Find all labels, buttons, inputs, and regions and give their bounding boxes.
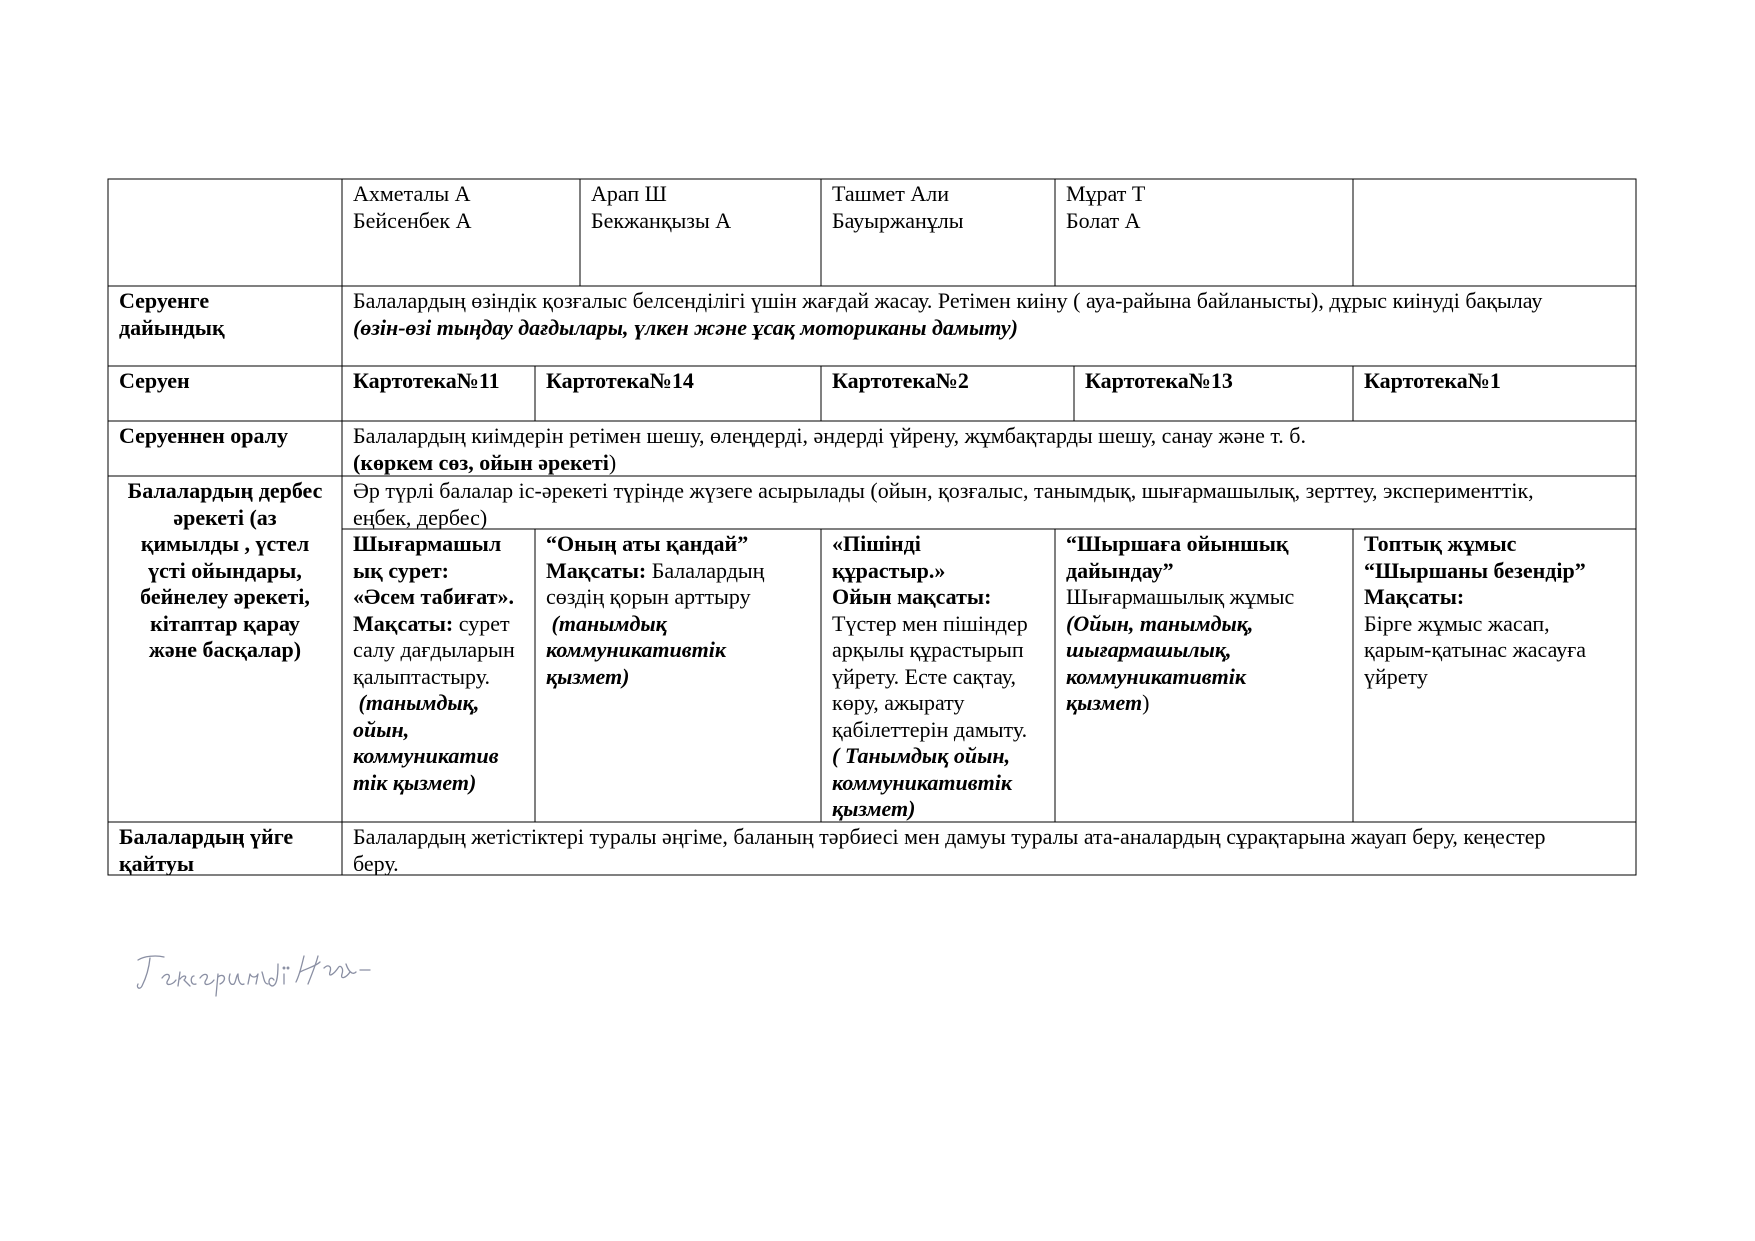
activity-cell-5: Топтық жұмыс “Шыршаны безендір” Мақсаты: Бірге жұмыс жасап, қарым-қатынас жасауға үйрету <box>1364 531 1586 689</box>
name-line: Мұрат Т <box>1066 181 1146 206</box>
walk-return-text: Балалардың киімдерін ретімен шешу, өлеңдерді, әндерді үйрену, жұмбақтарды шешу, санау және т. б. (көркем сөз, ойын әрекеті) <box>353 423 1306 475</box>
name-line: Бекжанқызы А <box>591 207 732 233</box>
card-cell-5: Картотека№1 <box>1364 368 1501 393</box>
going-home-text: Балалардың жетістіктері туралы әңгіме, баланың тәрбиесі мен дамуы туралы ата-аналардың сұрақтарына жауап беру, кеңестер беру. <box>353 824 1546 876</box>
row-label-walk-return: Серуеннен оралу <box>119 423 289 448</box>
handwritten-signature <box>134 950 394 1010</box>
name-line: Болат А <box>1066 207 1141 233</box>
name-line: Ташмет Али <box>832 181 950 206</box>
row-label-independent: Балалардың дербес әрекеті (аз қимылды , үстел үсті ойындары, бейнелеу әрекеті, кітаптар қарау және басқалар) <box>127 478 323 662</box>
row-label-going-home: Балалардың үйге қайтуы <box>119 824 294 876</box>
names-cell-3 <box>832 181 964 234</box>
card-cell-3: Картотека№2 <box>832 368 969 393</box>
activity-cell-3: «Пішінді құрастыр.» Ойын мақсаты: Түстер мен пішіндер арқылы құрастырып үйрету. Есте сақтау, көру, ажырату қабілеттерін дамыту. ( Танымдық ойын, коммуникативтік қызмет) <box>832 531 1028 821</box>
name-line: Ахметалы А <box>353 181 471 206</box>
activity-cell-2: “Оның аты қандай” Мақсаты: Балалардың сөздің қорын арттыру (танымдық коммуникативтік қызмет) <box>546 531 765 689</box>
name-line: Арап Ш <box>591 181 667 206</box>
walk-prep-text: Балалардың өзіндік қозғалыс белсенділігі үшін жағдай жасау. Ретімен киіну ( ауа-райына байланысты), дұрыс киінуді бақылау (өзін-өзі тыңдау дағдылары, үлкен және ұсақ моториканы дамыту) <box>353 288 1543 340</box>
names-cell-4 <box>1066 181 1145 234</box>
independent-intro: Әр түрлі балалар іс-әрекеті түрінде жүзеге асырылады (ойын, қозғалыс, танымдық, шығармашылық, зерттеу, эксперименттік, еңбек, дербес) <box>353 478 1534 530</box>
name-line: Бейсенбек А <box>353 207 472 233</box>
names-cell-2 <box>591 181 731 234</box>
row-label-walk-prep: Серуенге дайындық <box>119 288 225 340</box>
names-cell-1 <box>353 181 472 234</box>
row-label-walk: Серуен <box>119 368 190 393</box>
card-cell-4: Картотека№13 <box>1085 368 1233 393</box>
card-cell-2: Картотека№14 <box>546 368 694 393</box>
card-cell-1: Картотека№11 <box>353 368 500 393</box>
activity-cell-1: Шығармашыл ық сурет: «Әсем табиғат». Мақсаты: сурет салу дағдыларын қалыптастыру. (танымдық, ойын, коммуникатив тік қызмет) <box>353 531 515 795</box>
activity-cell-4: “Шыршаға ойыншық дайындау” Шығармашылық жұмыс (Ойын, танымдық, шығармашылық, коммуникативтік қызмет) <box>1066 531 1295 715</box>
name-line: Бауыржанұлы <box>832 207 964 233</box>
